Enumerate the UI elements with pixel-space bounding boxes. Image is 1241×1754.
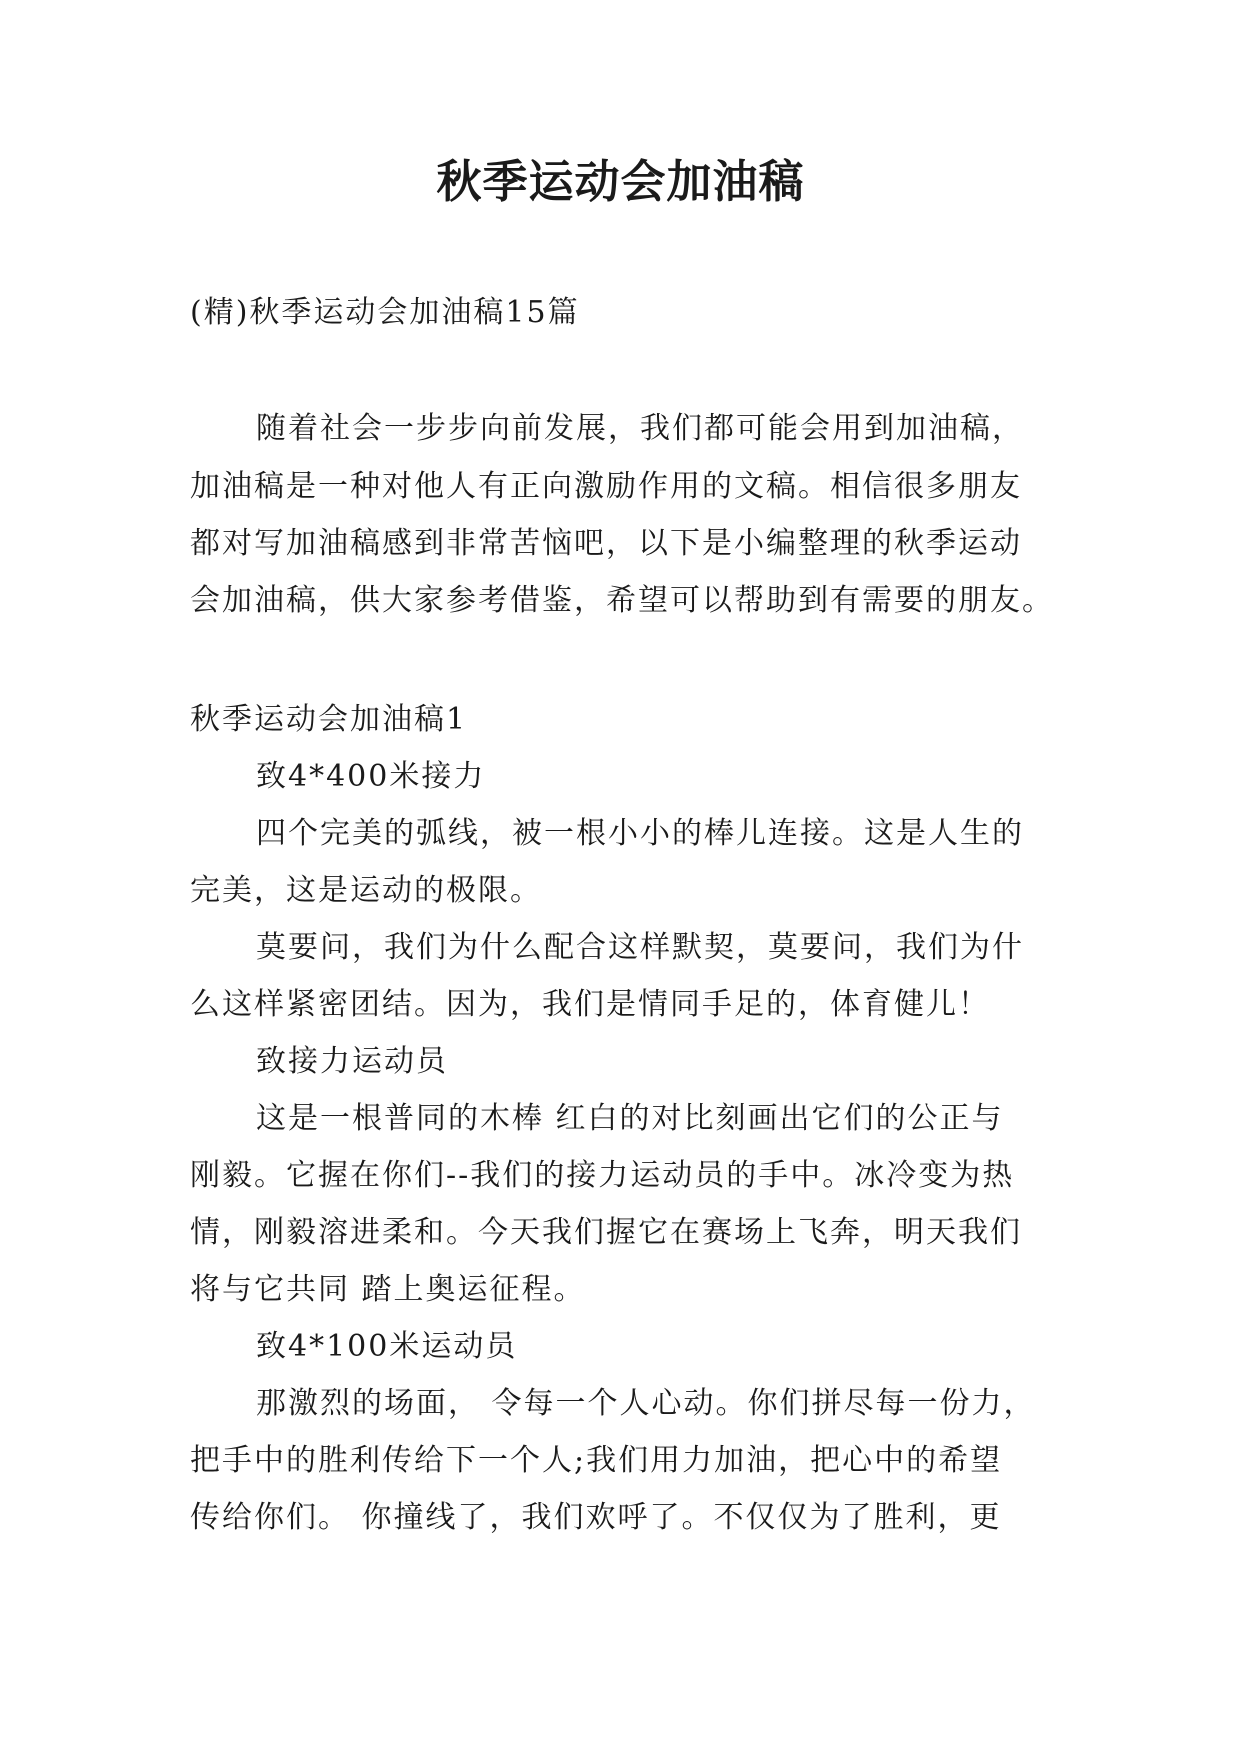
document-subtitle: (精)秋季运动会加油稿15篇: [190, 295, 580, 330]
body-line-2: 四个完美的弧线，被一根小小的棒儿连接。这是人生的: [256, 816, 1024, 851]
body-line-4: 莫要问，我们为什么配合这样默契，莫要问，我们为什: [256, 930, 1024, 965]
intro-line-3: 都对写加油稿感到非常苦恼吧，以下是小编整理的秋季运动: [190, 526, 1022, 561]
body-line-10: 将与它共同 踏上奥运征程。: [190, 1272, 586, 1307]
section-heading: 秋季运动会加油稿1: [190, 702, 468, 737]
body-line-14: 传给你们。 你撞线了，我们欢呼了。不仅仅为了胜利，更: [190, 1500, 1002, 1535]
body-line-8: 刚毅。它握在你们--我们的接力运动员的手中。冰冷变为热: [190, 1158, 1015, 1193]
page-title: 秋季运动会加油稿: [436, 155, 805, 208]
intro-line-1: 随着社会一步步向前发展，我们都可能会用到加油稿，: [256, 411, 1024, 446]
body-line-11: 致4*100米运动员: [256, 1329, 518, 1364]
intro-line-4: 会加油稿，供大家参考借鉴，希望可以帮助到有需要的朋友。: [190, 583, 1054, 618]
intro-line-2: 加油稿是一种对他人有正向激励作用的文稿。相信很多朋友: [190, 469, 1022, 504]
body-line-3: 完美，这是运动的极限。: [190, 873, 542, 908]
body-line-12: 那激烈的场面， 令每一个人心动。你们拼尽每一份力，: [256, 1386, 1036, 1421]
body-line-13: 把手中的胜利传给下一个人;我们用力加油，把心中的希望: [190, 1443, 1003, 1478]
body-line-6: 致接力运动员: [256, 1044, 448, 1079]
body-line-7: 这是一根普同的木棒 红白的对比刻画出它们的公正与: [256, 1101, 1004, 1136]
body-line-5: 么这样紧密团结。因为，我们是情同手足的，体育健儿！: [190, 987, 990, 1022]
body-line-9: 情，刚毅溶进柔和。今天我们握它在赛场上飞奔，明天我们: [190, 1215, 1022, 1250]
body-line-1: 致4*400米接力: [256, 759, 486, 794]
